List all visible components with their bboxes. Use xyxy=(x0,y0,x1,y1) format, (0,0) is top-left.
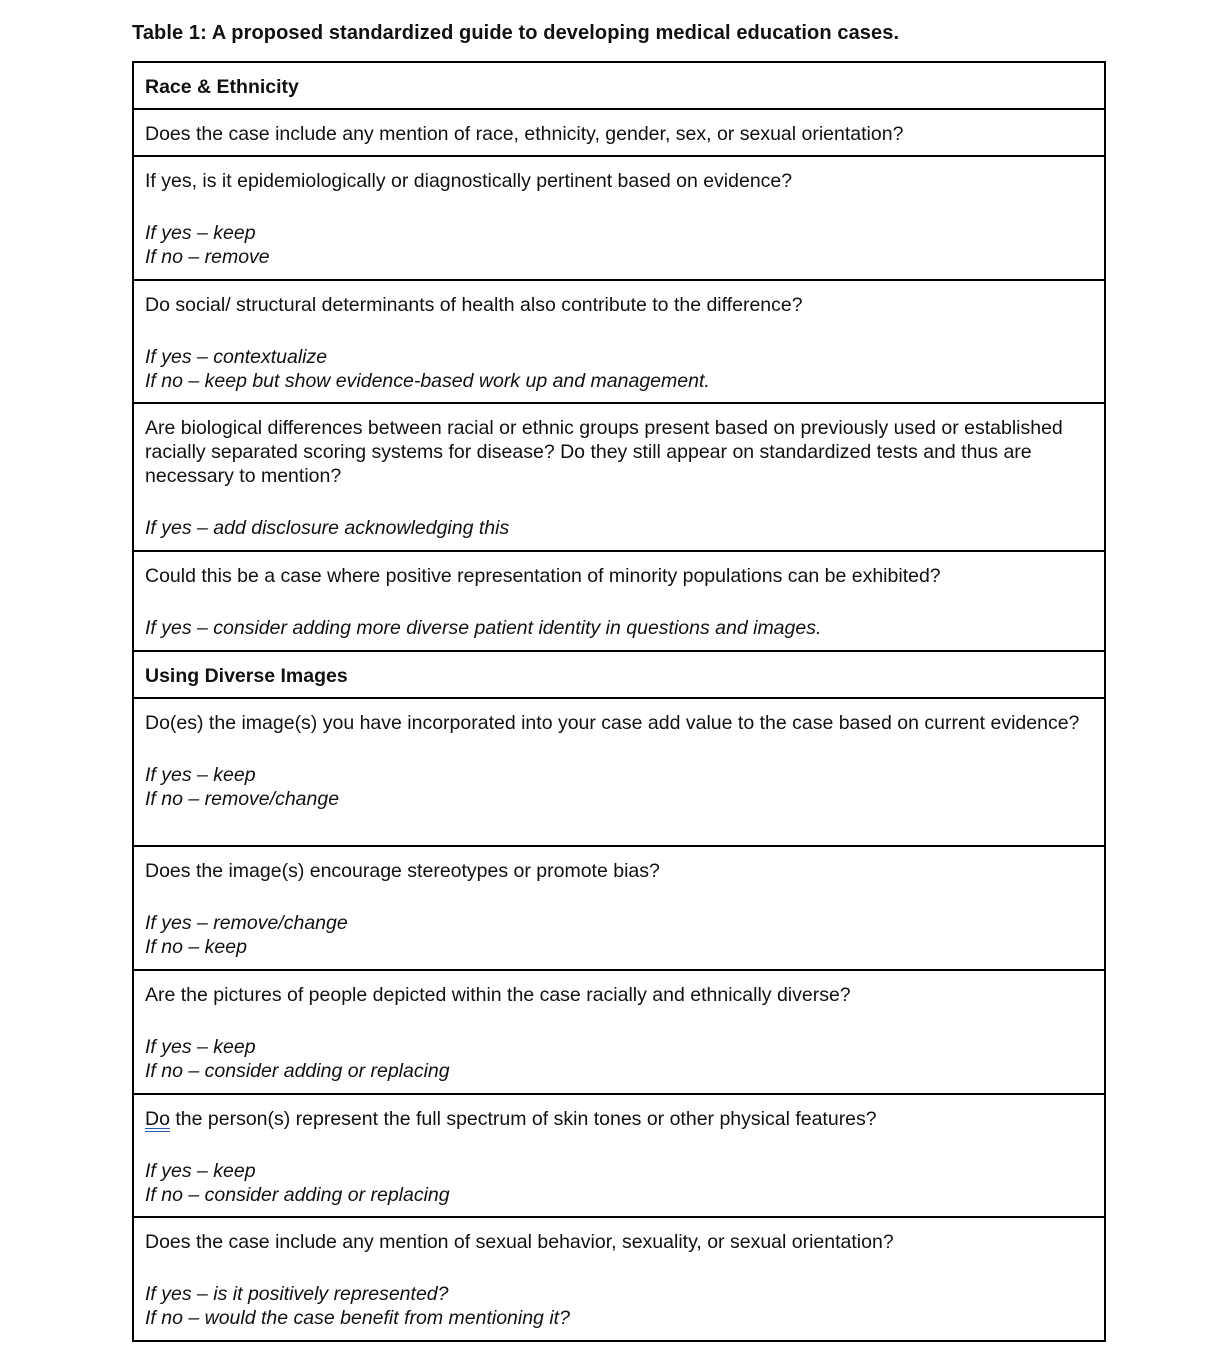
question-text: Do(es) the image(s) you have incorporated into your case add value to the case based on current evidence? xyxy=(145,712,1080,734)
answer-options xyxy=(145,911,1092,959)
answer-no: If no – remove xyxy=(145,246,270,268)
answer-no: If no – consider adding or replacing xyxy=(145,1060,450,1082)
table-row xyxy=(134,699,1104,847)
answer-options xyxy=(145,221,1092,269)
answer-options xyxy=(145,345,1092,393)
table-row xyxy=(134,157,1104,281)
question-text: Do social/ structural determinants of health also contribute to the difference? xyxy=(145,294,803,316)
answer-yes: If yes – contextualize xyxy=(145,346,328,368)
answer-options xyxy=(145,516,1092,540)
question-text xyxy=(145,1107,1092,1131)
question-text: Could this be a case where positive representation of minority populations can be exhibited? xyxy=(145,565,941,587)
answer-no: If no – would the case benefit from mentioning it? xyxy=(145,1307,570,1329)
table-row xyxy=(134,1095,1104,1218)
section-header-race-ethnicity xyxy=(134,63,1104,110)
answer-yes: If yes – remove/change xyxy=(145,912,348,934)
answer-options xyxy=(145,763,1092,811)
spellcheck-marked-word: Do xyxy=(145,1108,170,1130)
table-row xyxy=(134,110,1104,157)
section-title: Using Diverse Images xyxy=(145,665,348,687)
answer-yes: If yes – keep xyxy=(145,1036,256,1058)
table-row xyxy=(134,552,1104,652)
answer-options xyxy=(145,1035,1092,1083)
table-row xyxy=(134,1218,1104,1340)
question-text: Are biological differences between racial or ethnic groups present based on previously used or established racially separated scoring systems for disease? Do they still appear on standardized tests and thus are necessary to mention? xyxy=(145,417,1069,487)
question-text: Does the case include any mention of race, ethnicity, gender, sex, or sexual orientation? xyxy=(145,123,904,145)
answer-options xyxy=(145,616,1092,640)
answer-no: If no – remove/change xyxy=(145,788,340,810)
answer-no: If no – keep but show evidence-based work up and management. xyxy=(145,370,710,392)
table-row xyxy=(134,404,1104,552)
question-text: Does the image(s) encourage stereotypes or promote bias? xyxy=(145,860,660,882)
question-text: Does the case include any mention of sexual behavior, sexuality, or sexual orientation? xyxy=(145,1231,894,1253)
answer-yes: If yes – keep xyxy=(145,764,256,786)
answer-yes: If yes – add disclosure acknowledging this xyxy=(145,517,510,539)
section-title: Race & Ethnicity xyxy=(145,76,299,98)
guide-table xyxy=(132,61,1106,1342)
answer-options xyxy=(145,1159,1092,1207)
answer-options xyxy=(145,1282,1092,1330)
table-row xyxy=(134,847,1104,971)
question-text-rest: the person(s) represent the full spectrum of skin tones or other physical features? xyxy=(169,1108,877,1130)
table-row xyxy=(134,281,1104,404)
answer-no: If no – keep xyxy=(145,936,247,958)
answer-yes: If yes – keep xyxy=(145,1160,256,1182)
answer-no: If no – consider adding or replacing xyxy=(145,1184,450,1206)
table-caption: Table 1: A proposed standardized guide to developing medical education cases. xyxy=(132,22,900,44)
table-row xyxy=(134,971,1104,1095)
answer-yes: If yes – keep xyxy=(145,222,256,244)
question-text: If yes, is it epidemiologically or diagnostically pertinent based on evidence? xyxy=(145,170,793,192)
question-text: Are the pictures of people depicted within the case racially and ethnically diverse? xyxy=(145,984,851,1006)
answer-yes: If yes – consider adding more diverse patient identity in questions and images. xyxy=(145,617,822,639)
answer-yes: If yes – is it positively represented? xyxy=(145,1283,449,1305)
section-header-using-diverse-images xyxy=(134,652,1104,699)
